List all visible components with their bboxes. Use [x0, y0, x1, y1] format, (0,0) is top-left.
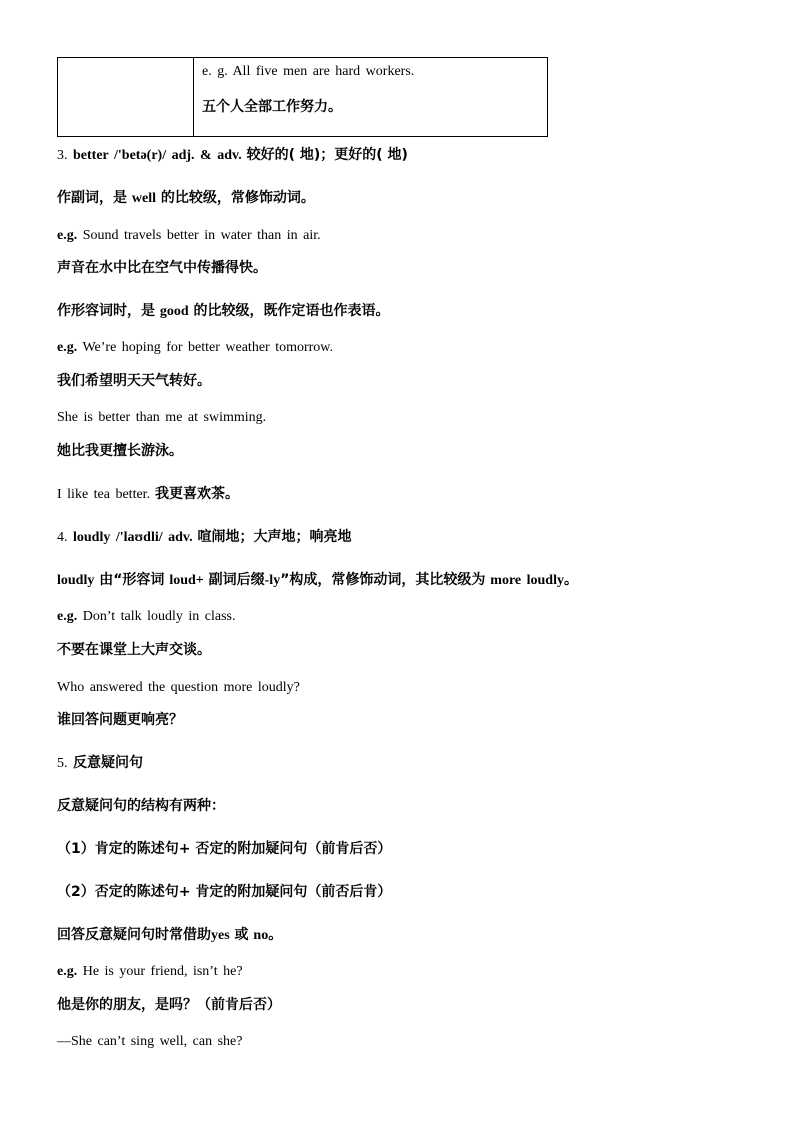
better-example-3-translation: 她比我更擅长游泳。 — [57, 443, 183, 459]
better-example-1-translation: 声音在水中比在空气中传播得快。 — [57, 260, 267, 276]
table-example-zh: 五个人全部工作努力。 — [202, 99, 342, 115]
loudly-example-1: e.g. Don’t talk loudly in class. — [57, 609, 236, 624]
tag-question-example-1-translation: 他是你的朋友，是吗？（前肯后否） — [57, 997, 281, 1013]
better-example-2: e.g. We’re hoping for better weather tomorrow. — [57, 340, 334, 355]
tag-question-example-2: —She can’t sing well, can she? — [57, 1034, 243, 1049]
loudly-example-2: Who answered the question more loudly? — [57, 680, 300, 695]
better-example-1: e.g. Sound travels better in water than in air. — [57, 228, 321, 243]
tag-question-type-1: （1）肯定的陈述句+ 否定的附加疑问句（前肯后否） — [57, 841, 392, 857]
loudly-note: loudly 由“形容词 loud+ 副词后缀-ly”构成，常修饰动词，其比较级为 more loudly。 — [57, 572, 578, 588]
section-loudly-heading: 4. loudly /'laʊdli/ adv. 喧闹地；大声地；响亮地 — [57, 529, 352, 545]
loudly-example-2-translation: 谁回答问题更响亮？ — [57, 712, 183, 728]
table-example-en: e. g. All five men are hard workers. — [202, 64, 415, 79]
tag-question-structure: 反意疑问句的结构有两种： — [57, 798, 225, 814]
tag-question-answer-note: 回答反意疑问句时常借助yes 或 no。 — [57, 927, 283, 943]
table-column-divider — [193, 58, 194, 136]
better-example-3: She is better than me at swimming. — [57, 410, 267, 425]
better-adverb-note: 作副词，是 well 的比较级，常修饰动词。 — [57, 190, 315, 206]
tag-question-type-2: （2）否定的陈述句+ 肯定的附加疑问句（前否后肯） — [57, 884, 392, 900]
tag-question-example-1: e.g. He is your friend, isn’t he? — [57, 964, 243, 979]
section-tag-question-heading: 5. 反意疑问句 — [57, 755, 143, 771]
better-example-4: I like tea better. 我更喜欢茶。 — [57, 486, 239, 502]
better-adjective-note: 作形容词时，是 good 的比较级，既作定语也作表语。 — [57, 303, 390, 319]
better-example-2-translation: 我们希望明天天气转好。 — [57, 373, 211, 389]
section-better-heading: 3. better /'betə(r)/ adj. & adv. 较好的( 地)；更好的( 地) — [57, 147, 408, 163]
loudly-example-1-translation: 不要在课堂上大声交谈。 — [57, 642, 211, 658]
